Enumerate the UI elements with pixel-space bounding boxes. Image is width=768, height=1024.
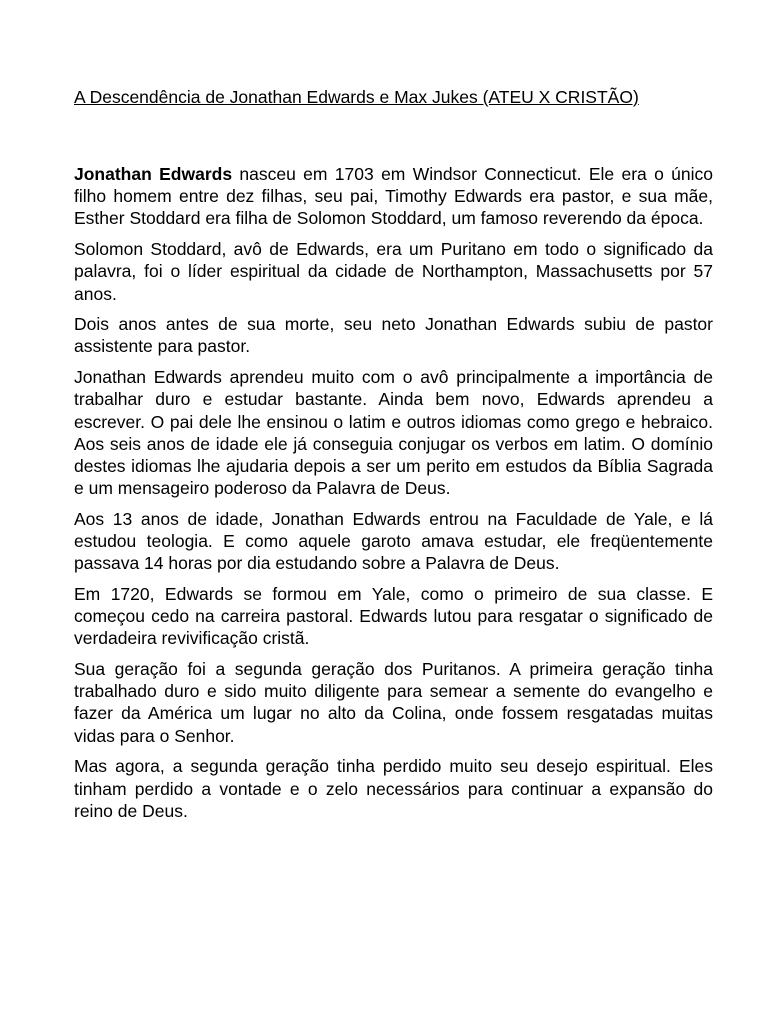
paragraph-graduation: Em 1720, Edwards se formou em Yale, como o primeiro de sua classe. E começou cedo na carreira pastoral. Edwards lutou para resgatar o significado de verdadeira revivificação cristã. — [74, 583, 713, 649]
paragraph-yale: Aos 13 anos de idade, Jonathan Edwards entrou na Faculdade de Yale, e lá estudou teologia. E como aquele garoto amava estudar, ele freqüentemente passava 14 horas por dia estudando sobre a Palavra de Deus. — [74, 508, 713, 574]
paragraph-generation: Sua geração foi a segunda geração dos Puritanos. A primeira geração tinha trabalhado duro e sido muito diligente para semear a semente do evangelho e fazer da América um lugar no alto da Colina, onde fossem resgatadas muitas vidas para o Senhor. — [74, 659, 713, 746]
paragraph-learning: Jonathan Edwards aprendeu muito com o avô principalmente a importância de trabalhar duro e estudar bastante. Ainda bem novo, Edwards aprendeu a escrever. O pai dele lhe ensinou o latim e outros idiomas como grego e hebraico. Aos seis anos de idade ele já conseguia conjugar os verbos em latim. O domínio destes idiomas lhe ajudaria depois a ser um perito em estudos da Bíblia Sagrada e um mensageiro poderoso da Palavra de Deus. — [74, 367, 713, 499]
document-title: A Descendência de Jonathan Edwards e Max Jukes (ATEU X CRISTÃO) — [74, 87, 639, 107]
paragraph-intro-text: nasceu em 1703 em Windsor Connecticut. Ele era o único filho homem entre dez filhas, seu pai, Timothy Edwards era pastor, e sua mãe, Esther Stoddard era filha de Solomon Stoddard, um famoso reverendo da época. — [74, 164, 713, 229]
paragraph-intro-lead: Jonathan Edwards — [74, 164, 233, 184]
document-page — [74, 86, 713, 830]
paragraph-two-years: Dois anos antes de sua morte, seu neto Jonathan Edwards subiu de pastor assistente para pastor. — [74, 314, 713, 357]
paragraph-intro — [74, 163, 713, 230]
paragraph-second-generation: Mas agora, a segunda geração tinha perdido muito seu desejo espiritual. Eles tinham perdido a vontade e o zelo necessários para continuar a expansão do reino de Deus. — [74, 756, 713, 821]
paragraph-solomon-stoddard: Solomon Stoddard, avô de Edwards, era um Puritano em todo o significado da palavra, foi o líder espiritual da cidade de Northampton, Massachusetts por 57 anos. — [74, 239, 713, 304]
